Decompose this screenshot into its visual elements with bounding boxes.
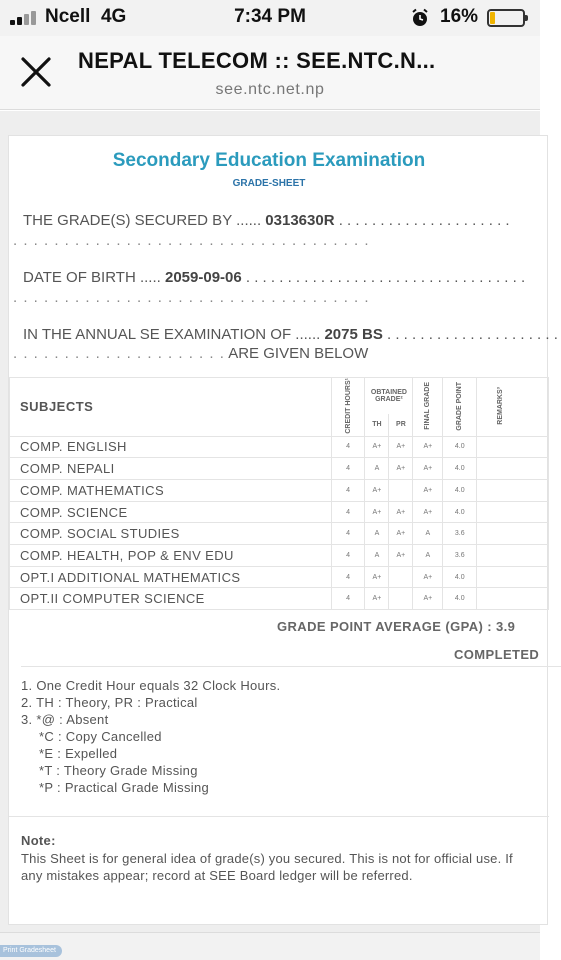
credit-hours-cell: 4 <box>331 545 365 567</box>
sheet-subtitle: GRADE-SHEET <box>232 178 306 189</box>
practical-grade-cell: A+ <box>389 523 413 545</box>
header-pr: PR <box>389 414 413 436</box>
practical-grade-cell: A+ <box>389 545 413 567</box>
theory-grade-cell: A+ <box>365 480 389 502</box>
table-row <box>10 566 549 588</box>
header-th: TH <box>365 414 389 436</box>
footnote: 1. One Credit Hour equals 32 Clock Hours. <box>21 678 281 693</box>
practical-grade-cell <box>389 566 413 588</box>
subject-cell: COMP. HEALTH, POP & ENV EDU <box>10 545 332 567</box>
grade-point-cell: 3.6 <box>443 545 477 567</box>
remarks-cell <box>477 501 549 523</box>
given-below-line: . . . . . . . . . . . . . . . . . . . . . ARE GIVEN BELOW <box>13 345 369 362</box>
remarks-cell <box>477 523 549 545</box>
subject-cell: OPT.II COMPUTER SCIENCE <box>10 588 332 610</box>
remarks-cell <box>477 436 549 458</box>
note-section <box>9 816 549 884</box>
credit-hours-cell: 4 <box>331 436 365 458</box>
table-row <box>10 501 549 523</box>
dob-line: DATE OF BIRTH ..... 2059-09-06 . . . . . . . . . . . . . . . . . . . . . . . . . . . . . . . . . . <box>23 269 526 286</box>
footnote: *T : Theory Grade Missing <box>39 763 198 778</box>
note-text: This Sheet is for general idea of grade(s) you secured. This is not for official use. If any mistakes appear; record at SEE Board ledger will be referred. <box>21 851 513 883</box>
grade-point-cell: 4.0 <box>443 588 477 610</box>
practical-grade-cell: A+ <box>389 501 413 523</box>
footnote: *E : Expelled <box>39 746 118 761</box>
carrier-label: Ncell 4G <box>45 6 127 27</box>
footnote: *P : Practical Grade Missing <box>39 780 209 795</box>
gpa-value: GRADE POINT AVERAGE (GPA) : 3.9 <box>277 619 516 634</box>
bottom-strip <box>0 932 540 960</box>
credit-hours-cell: 4 <box>331 480 365 502</box>
header-grade-point: GRADE POINT <box>443 378 477 437</box>
symbol-number: 0313630R <box>265 212 335 229</box>
exam-line: IN THE ANNUAL SE EXAMINATION OF ...... 2075 BS . . . . . . . . . . . . . . . . . . . . . <box>23 326 558 343</box>
final-grade-cell: A+ <box>413 480 443 502</box>
dotted-line: . . . . . . . . . . . . . . . . . . . . . . . . . . . . . . . . . . . <box>13 289 370 306</box>
print-gradesheet-button[interactable]: Print Gradesheet <box>0 945 62 957</box>
header-final-grade: FINAL GRADE <box>413 378 443 437</box>
header-subjects: SUBJECTS <box>10 378 332 437</box>
table-row <box>10 480 549 502</box>
date-of-birth: 2059-09-06 <box>164 269 242 286</box>
clock: 7:34 PM <box>234 6 306 27</box>
theory-grade-cell: A <box>365 545 389 567</box>
footnote: 3. *@ : Absent <box>21 712 109 727</box>
grades-table <box>9 377 549 610</box>
theory-grade-cell: A <box>365 523 389 545</box>
practical-grade-cell <box>389 480 413 502</box>
final-grade-cell: A <box>413 545 443 567</box>
final-grade-cell: A <box>413 523 443 545</box>
subject-cell: COMP. SOCIAL STUDIES <box>10 523 332 545</box>
practical-grade-cell <box>389 588 413 610</box>
table-row <box>10 545 549 567</box>
sheet-title: Secondary Education Examination <box>112 150 426 171</box>
grade-point-cell: 3.6 <box>443 523 477 545</box>
status-bar <box>0 0 540 36</box>
credit-hours-cell: 4 <box>331 523 365 545</box>
grade-point-cell: 4.0 <box>443 458 477 480</box>
remarks-cell <box>477 566 549 588</box>
final-grade-cell: A+ <box>413 436 443 458</box>
theory-grade-cell: A <box>365 458 389 480</box>
subject-cell: COMP. ENGLISH <box>10 436 332 458</box>
subject-cell: COMP. MATHEMATICS <box>10 480 332 502</box>
footnote: *C : Copy Cancelled <box>39 729 162 744</box>
final-grade-cell: A+ <box>413 566 443 588</box>
dotted-line: . . . . . . . . . . . . . . . . . . . . . . . . . . . . . . . . . . . <box>13 232 370 249</box>
remarks-cell <box>477 588 549 610</box>
credit-hours-cell: 4 <box>331 566 365 588</box>
credit-hours-cell: 4 <box>331 458 365 480</box>
subject-cell: COMP. SCIENCE <box>10 501 332 523</box>
alarm-icon <box>410 8 430 28</box>
battery-percentage: 16% <box>440 6 479 27</box>
table-row <box>10 436 549 458</box>
table-row <box>10 588 549 610</box>
subject-cell: COMP. NEPALI <box>10 458 332 480</box>
subject-cell: OPT.I ADDITIONAL MATHEMATICS <box>10 566 332 588</box>
credit-hours-cell: 4 <box>331 588 365 610</box>
final-grade-cell: A+ <box>413 458 443 480</box>
result-status: COMPLETED <box>454 647 540 662</box>
note-title: Note: <box>21 833 56 848</box>
table-row <box>10 458 549 480</box>
grade-sheet <box>8 135 558 925</box>
theory-grade-cell: A+ <box>365 501 389 523</box>
theory-grade-cell: A+ <box>365 436 389 458</box>
secured-by-line: THE GRADE(S) SECURED BY ...... 0313630R . . . . . . . . . . . . . . . . . . . . . <box>23 212 510 229</box>
practical-grade-cell: A+ <box>389 436 413 458</box>
remarks-cell <box>477 458 549 480</box>
browser-header <box>0 36 540 110</box>
footnote: 2. TH : Theory, PR : Practical <box>21 695 198 710</box>
page-title: NEPAL TELECOM :: SEE.NTC.N... <box>78 48 436 73</box>
page-url: see.ntc.net.np <box>215 81 325 98</box>
battery-icon <box>487 9 525 27</box>
final-grade-cell: A+ <box>413 588 443 610</box>
credit-hours-cell: 4 <box>331 501 365 523</box>
grade-point-cell: 4.0 <box>443 501 477 523</box>
remarks-cell <box>477 545 549 567</box>
theory-grade-cell: A+ <box>365 588 389 610</box>
theory-grade-cell: A+ <box>365 566 389 588</box>
grade-point-cell: 4.0 <box>443 566 477 588</box>
header-credit-hours: CREDIT HOURS¹ <box>331 378 365 437</box>
exam-year: 2075 BS <box>324 326 383 343</box>
header-obtained-grade: OBTAINED GRADE² <box>365 378 413 414</box>
table-row <box>10 523 549 545</box>
final-grade-cell: A+ <box>413 501 443 523</box>
footnotes <box>21 666 561 796</box>
practical-grade-cell: A+ <box>389 458 413 480</box>
remarks-cell <box>477 480 549 502</box>
grade-point-cell: 4.0 <box>443 480 477 502</box>
grade-point-cell: 4.0 <box>443 436 477 458</box>
header-remarks: REMARKS³ <box>477 378 549 437</box>
web-content <box>0 111 558 932</box>
